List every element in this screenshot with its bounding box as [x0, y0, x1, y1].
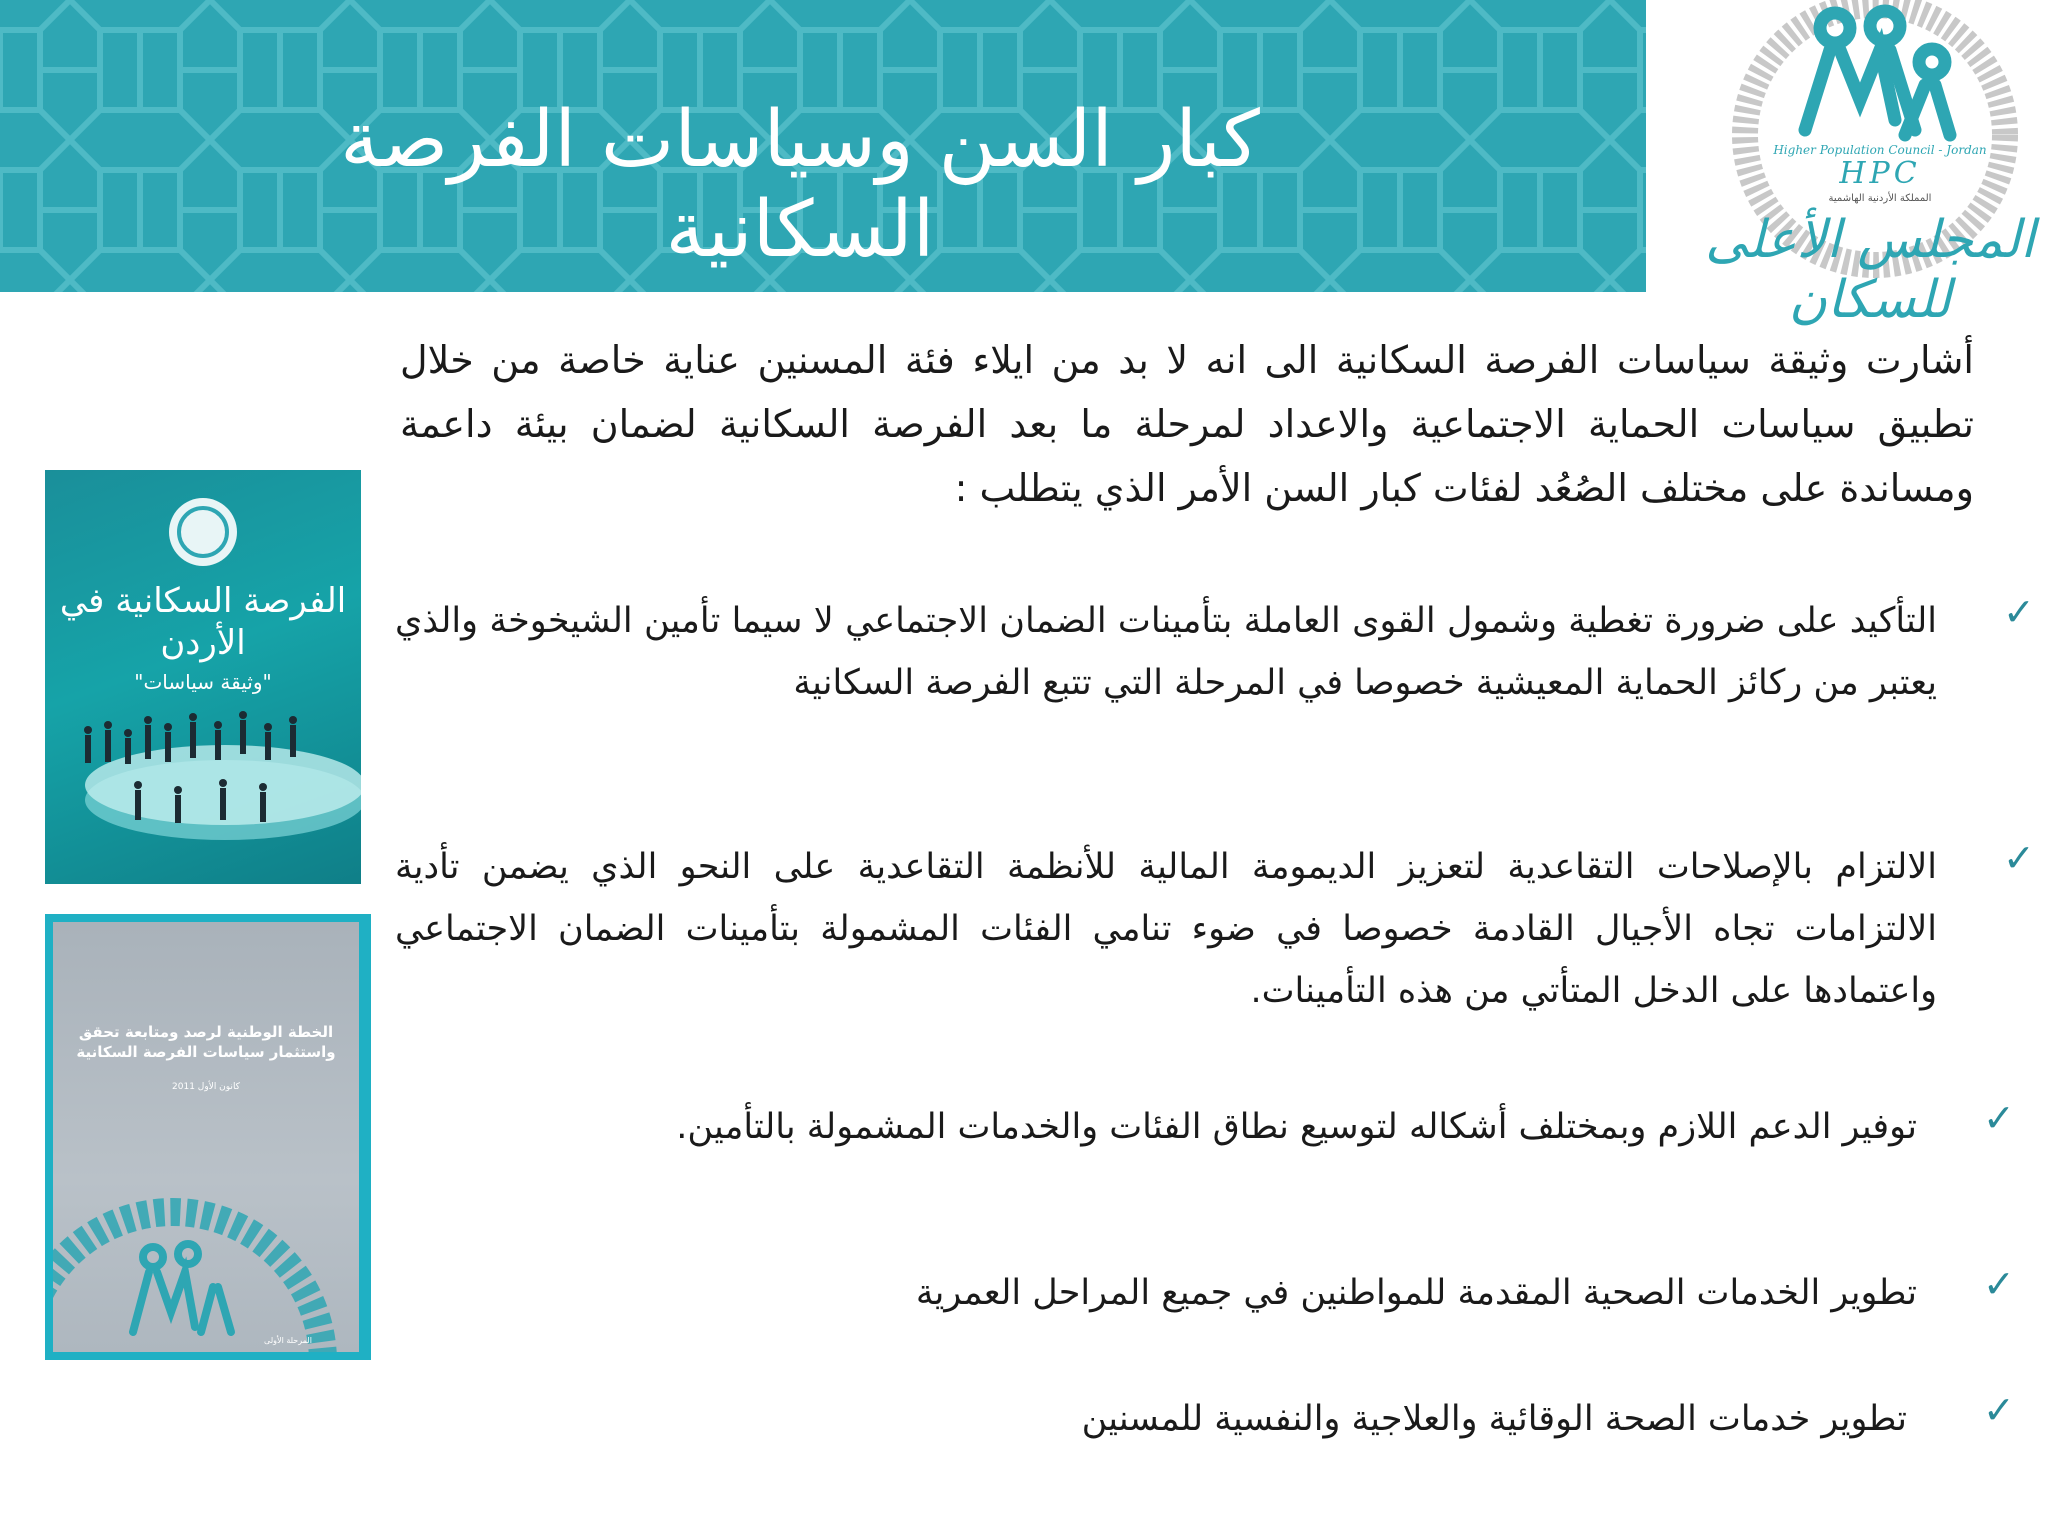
page-title: كبار السن وسياسات الفرصة السكانية [340, 95, 1260, 275]
logo-arabic-small: المملكة الأردنية الهاشمية [1828, 193, 1932, 204]
bullet-item-3: توفير الدعم اللازم وبمختلف أشكاله لتوسيع نطاق الفئات والخدمات المشمولة بالتأمين. [676, 1107, 1917, 1147]
bullet-item-1: التأكيد على ضرورة تغطية وشمول القوى العاملة بتأمينات الضمان الاجتماعي لا سيما تأمين الشيخوخة والذي يعتبر من ركائز الحماية المعيشية خصوصا في المرحلة التي تتبع الفرصة السكانية [395, 601, 1937, 703]
national-plan-cover [45, 914, 371, 1360]
cover2-date: كانون الأول 2011 [172, 1082, 240, 1092]
check-icon: ✓ [1983, 1388, 2015, 1432]
cover1-title: الفرصة السكانية في الأردن [59, 581, 347, 663]
bullet-item-5: تطوير خدمات الصحة الوقائية والعلاجية والنفسية للمسنين [1081, 1399, 1907, 1439]
cover1-subtitle: "وثيقة سياسات" [134, 670, 272, 694]
logo-abbrev: HPC [1839, 156, 1921, 191]
cover2-footer: المرحلة الأولى [264, 1336, 312, 1345]
check-icon: ✓ [1983, 1096, 2015, 1140]
bullet-item-2: الالتزام بالإصلاحات التقاعدية لتعزيز الديمومة المالية للأنظمة التقاعدية على النحو الذي يضمن تأدية الالتزامات تجاه الأجيال القادمة خصوصا في ضوء تنامي الفئات المشمولة بتأمينات الضمان الاجتماعي واعتمادها على الدخل المتأتي من هذه التأمينات. [395, 847, 1937, 1011]
bullet-item-4: تطوير الخدمات الصحية المقدمة للمواطنين في جميع المراحل العمرية [915, 1273, 1917, 1313]
check-icon: ✓ [2003, 590, 2035, 634]
check-icon: ✓ [1983, 1262, 2015, 1306]
logo-english-text: Higher Population Council - Jordan [1773, 143, 1987, 157]
check-icon: ✓ [2003, 836, 2035, 880]
policy-document-cover [45, 470, 361, 884]
header-banner [0, 0, 1646, 292]
intro-paragraph: أشارت وثيقة سياسات الفرصة السكانية الى انه لا بد من ايلاء فئة المسنين عناية خاصة من خلال تطبيق سياسات الحماية الاجتماعية والاعداد لمرحلة ما بعد الفرصة السكانية لضمان بيئة داعمة ومساندة على مختلف الصُعُد لفئات كبار السن الأمر الذي يتطلب : [400, 338, 1974, 510]
cover2-art [53, 922, 359, 1352]
logo-arabic-name: المجلس الأعلى للسكان [1705, 210, 2035, 330]
cover2-title: الخطة الوطنية لرصد ومتابعة تحقق واستثمار سياسات الفرصة السكانية [76, 1023, 336, 1061]
